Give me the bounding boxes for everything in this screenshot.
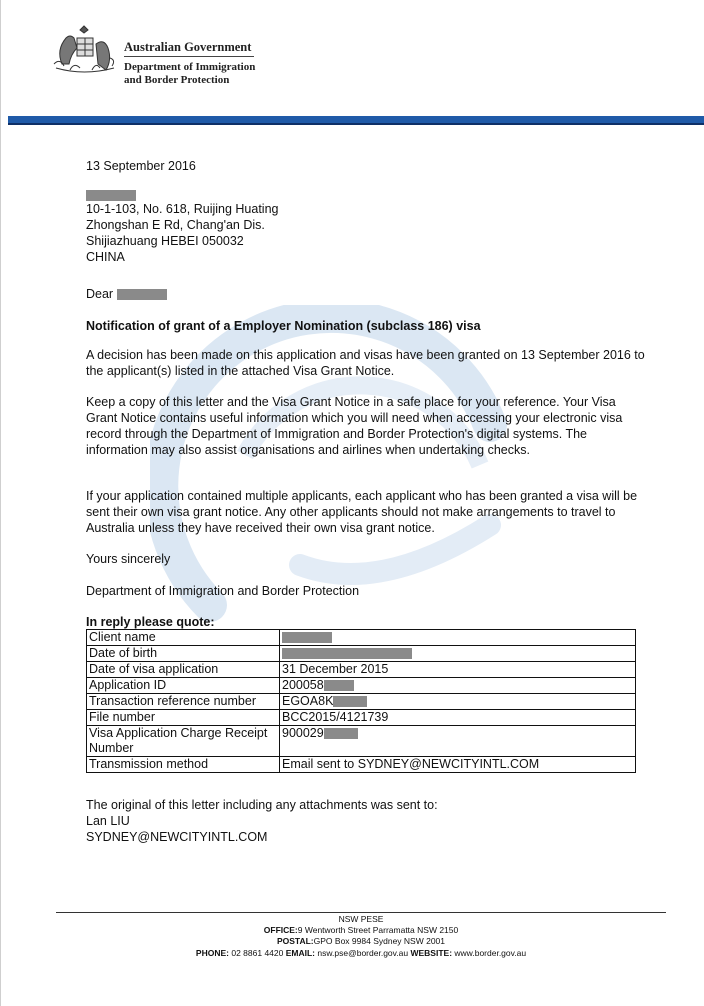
government-name: Australian Government — [124, 40, 252, 54]
header-band — [8, 116, 704, 123]
department-line-1: Department of Immigration — [124, 61, 256, 73]
row-label: Date of birth — [87, 646, 280, 662]
original-intro: The original of this letter including any attachments was sent to: — [86, 798, 438, 812]
row-label: Date of visa application — [87, 662, 280, 678]
footer-postal — [56, 935, 666, 947]
row-label: Visa Application Charge Receipt Number — [87, 726, 280, 757]
letter-date: 13 September 2016 — [86, 159, 196, 173]
address-line-1: 10-1-103, No. 618, Ruijing Huating — [86, 202, 279, 216]
paragraph-decision: A decision has been made on this application and visas have been granted on 13 September 2016 to the applicant(s) listed in the attached Visa Grant Notice. — [86, 348, 645, 378]
postal-address: GPO Box 9984 Sydney NSW 2001 — [313, 936, 446, 946]
original-email: SYDNEY@NEWCITYINTL.COM — [86, 830, 268, 844]
header-band-shadow — [8, 123, 704, 125]
salutation-text: Dear — [86, 287, 114, 301]
department-name — [124, 61, 255, 87]
recipient-address — [86, 190, 278, 265]
row-value — [280, 646, 636, 662]
table-row — [87, 710, 636, 726]
row-label: Transaction reference number — [87, 694, 280, 710]
receipt-number-text: 900029 — [282, 726, 324, 740]
address-line-3: Shijiazhuang HEBEI 050032 — [86, 234, 244, 248]
row-value — [280, 630, 636, 646]
transaction-ref-text: EGOA8K — [282, 694, 334, 708]
office-label: OFFICE: — [263, 925, 298, 935]
page-edge — [0, 0, 1, 1006]
table-row — [87, 630, 636, 646]
office-address: 9 Wentworth Street Parramatta NSW 2150 — [297, 925, 459, 935]
reference-table — [86, 629, 636, 773]
quote-heading: In reply please quote: — [86, 615, 215, 629]
table-row — [87, 757, 636, 773]
email-label: EMAIL: — [285, 948, 316, 958]
closing: Yours sincerely — [86, 552, 171, 566]
phone-label: PHONE: — [195, 948, 229, 958]
original-name: Lan LIU — [86, 814, 130, 828]
address-line-4: CHINA — [86, 250, 125, 264]
table-row — [87, 726, 636, 757]
salutation — [86, 286, 167, 302]
footer-email[interactable]: nsw.pse@border.gov.au — [317, 948, 409, 958]
table-row — [87, 678, 636, 694]
row-value — [280, 694, 636, 710]
redacted-salutation-name — [117, 289, 167, 300]
postal-label: POSTAL: — [276, 936, 314, 946]
letter-subject: Notification of grant of a Employer Nomination (subclass 186) visa — [86, 319, 481, 333]
row-label: Transmission method — [87, 757, 280, 773]
footer-office-name: NSW PESE — [338, 914, 384, 924]
table-row — [87, 646, 636, 662]
address-line-2: Zhongshan E Rd, Chang'an Dis. — [86, 218, 265, 232]
website-label: WEBSITE: — [410, 948, 453, 958]
application-id-text: 200058 — [282, 678, 324, 692]
header-rule — [124, 56, 254, 57]
footer-website[interactable]: www.border.gov.au — [454, 948, 527, 958]
signature: Department of Immigration and Border Protection — [86, 584, 360, 598]
coat-of-arms-icon — [50, 24, 120, 80]
row-value — [280, 726, 636, 757]
row-label: File number — [87, 710, 280, 726]
paragraph-keep-copy: Keep a copy of this letter and the Visa Grant Notice in a safe place for your reference. Your Visa Grant Notice contains useful information which you will need when accessing your electronic visa record through the Department of Immigration and Border Protection's digital systems. The information may also assist organisations and airlines when undertaking checks. — [86, 395, 623, 457]
row-value: BCC2015/4121739 — [280, 710, 636, 726]
row-value — [280, 678, 636, 694]
redacted-recipient-name — [86, 190, 278, 201]
row-value: 31 December 2015 — [280, 662, 636, 678]
department-line-2: and Border Protection — [124, 74, 230, 86]
row-label: Application ID — [87, 678, 280, 694]
original-sent-to — [86, 797, 438, 845]
table-row — [87, 694, 636, 710]
row-label: Client name — [87, 630, 280, 646]
paragraph-multiple-applicants: If your application contained multiple applicants, each applicant who has been granted a visa will be sent their own visa grant notice. Any other applicants should not make arrangements to travel to Australia unless they have received their own visa grant notice. — [86, 489, 638, 535]
footer-contact — [56, 947, 666, 959]
table-row — [87, 662, 636, 678]
row-value: Email sent to SYDNEY@NEWCITYINTL.COM — [280, 757, 636, 773]
phone-number: 02 8861 4420 — [231, 948, 284, 958]
